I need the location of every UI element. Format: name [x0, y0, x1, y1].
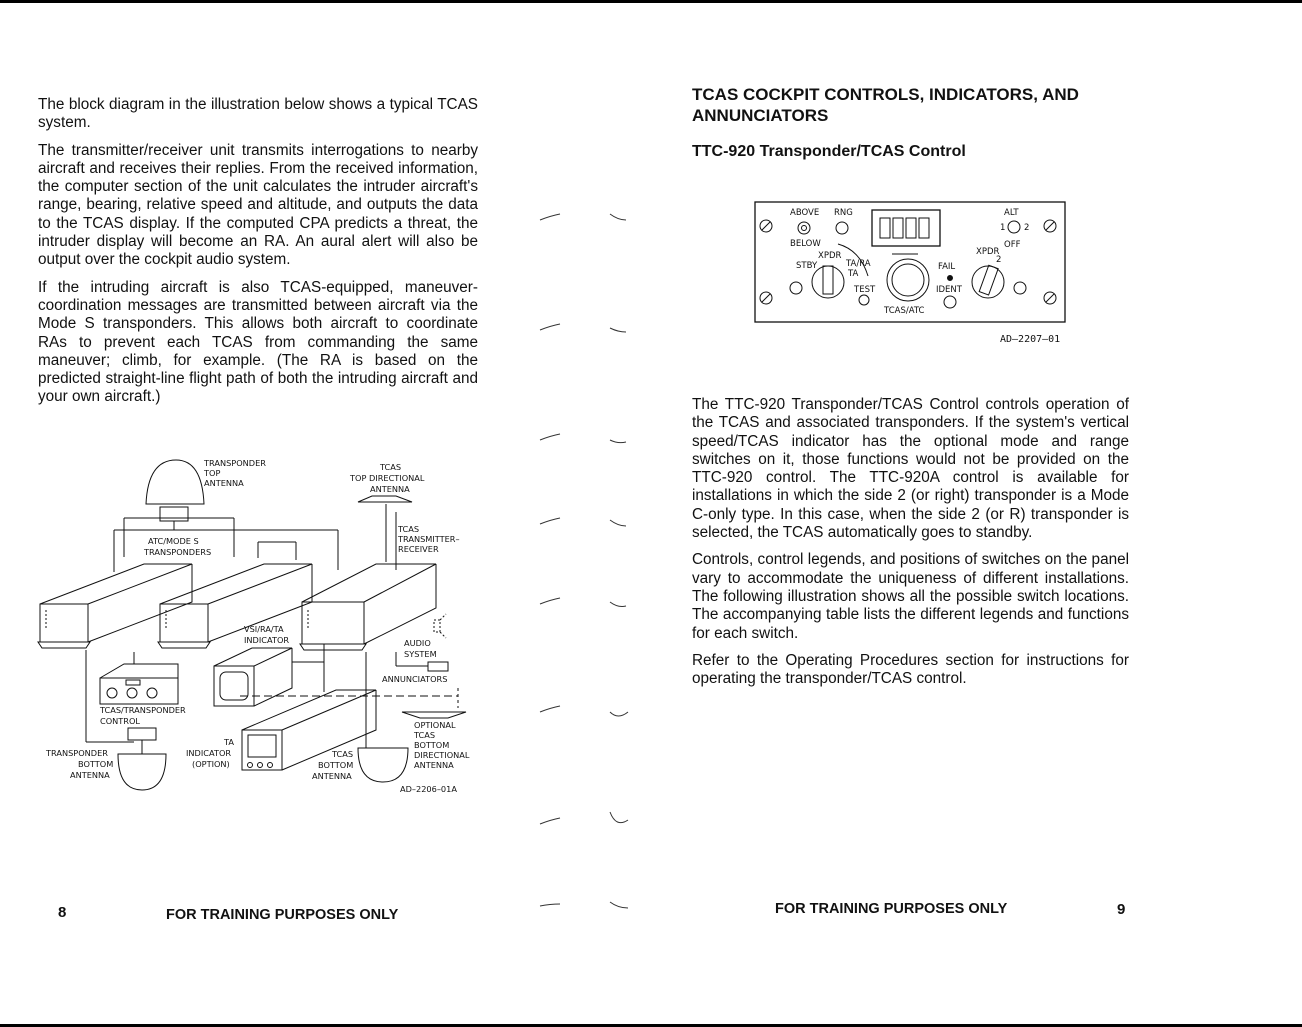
tcas-bottom-antenna-label: TCAS: [332, 749, 354, 759]
subsection-title: TTC-920 Transponder/TCAS Control: [692, 143, 966, 160]
left-footer: FOR TRAINING PURPOSES ONLY: [166, 907, 399, 923]
svg-text:2: 2: [996, 255, 1002, 265]
side-1-label: 1: [1000, 223, 1006, 233]
top-scan-border: [0, 0, 1302, 3]
mode-selector-knob[interactable]: [812, 266, 844, 298]
transponder-bottom-antenna-icon: [118, 754, 166, 790]
test-button[interactable]: [859, 295, 869, 305]
right-page-text: [692, 396, 1129, 697]
audio-system-label: AUDIO: [404, 638, 431, 648]
side-2-label: 2: [1024, 223, 1030, 233]
ident-button[interactable]: [944, 296, 956, 308]
rng-label: RNG: [834, 208, 853, 218]
svg-text:CONTROL: CONTROL: [100, 716, 140, 726]
svg-text:DIRECTIONAL: DIRECTIONAL: [414, 750, 470, 760]
diagram-figure-id: AD–2206–01A: [400, 784, 457, 794]
audio-speaker-icon: [434, 614, 446, 638]
svg-text:SYSTEM: SYSTEM: [404, 649, 437, 659]
tcas-top-directional-antenna-label: TCAS: [380, 462, 402, 472]
transponder-unit-1: [38, 564, 192, 648]
tcas-transponder-control-label: TCAS/TRANSPONDER: [100, 705, 186, 715]
svg-text:TRANSMITTER–: TRANSMITTER–: [398, 534, 460, 544]
svg-text:BOTTOM: BOTTOM: [318, 760, 354, 770]
stby-label: STBY: [796, 261, 818, 271]
off-label: OFF: [1004, 240, 1021, 250]
ta-label: TA: [848, 269, 859, 279]
above-label: ABOVE: [790, 208, 820, 218]
alt-label: ALT: [1004, 208, 1019, 218]
ta-indicator-label: TA: [224, 737, 234, 747]
svg-text:TCAS: TCAS: [414, 730, 436, 740]
left-paragraph-2: The transmitter/receiver unit transmits interrogations to nearby aircraft and receives their replies. From the received information, the computer section of the unit calculates the intruder aircraft's range, bearing, relative speed and altitude, and outputs the data to the TCAS display. If the computed CPA predicts a threat, the intruder display will become an RA. An aural alert will also be output over the cockpit audio system.: [38, 141, 478, 269]
tcas-block-diagram: [36, 452, 486, 807]
tcas-atc-label: TCAS/ATC: [884, 306, 925, 316]
fail-label: FAIL: [938, 262, 956, 272]
svg-text:BOTTOM: BOTTOM: [414, 740, 450, 750]
right-page-number: 9: [1117, 901, 1126, 918]
svg-text:INDICATOR: INDICATOR: [186, 748, 232, 758]
tcas-top-antenna-icon: [358, 496, 412, 502]
ta-ra-label: TA/RA: [846, 259, 871, 269]
right-paragraph-2: Controls, control legends, and positions of switches on the panel vary to accommodate the uniqueness of different installations. The following illustration shows all the possible switch locations. The accompanying table lists the different legends and functions for each switch.: [692, 551, 1129, 642]
optional-tcas-bottom-directional-antenna-label: OPTIONAL: [414, 720, 456, 730]
tcas-bottom-antenna-icon: [358, 748, 408, 782]
left-page-text: [38, 96, 478, 416]
transponder-top-antenna-label: TRANSPONDER: [204, 458, 266, 468]
control-figure-id: AD–2207–01: [1000, 334, 1061, 345]
xpdr-selector-knob[interactable]: [972, 266, 1004, 298]
below-label: BELOW: [790, 239, 821, 249]
vsi-ra-ta-indicator: [214, 648, 292, 706]
section-title: TCAS COCKPIT CONTROLS, INDICATORS, AND ANNUNCIATORS: [692, 85, 1079, 125]
test-label: TEST: [854, 285, 876, 295]
right-page-header: [692, 84, 1129, 162]
optional-bottom-directional-antenna-icon: [402, 712, 466, 718]
svg-text:TRANSPONDERS: TRANSPONDERS: [144, 547, 212, 557]
rng-button[interactable]: [836, 222, 848, 234]
annunciator-lamp: [428, 662, 448, 671]
svg-text:TOP: TOP: [204, 468, 221, 478]
right-adjust-knob[interactable]: [1014, 282, 1026, 294]
code-select-knob[interactable]: [887, 259, 929, 301]
transponder-side-toggle[interactable]: [1008, 221, 1020, 233]
fail-lamp: [948, 276, 953, 281]
left-adjust-knob[interactable]: [790, 282, 802, 294]
left-page-number: 8: [58, 904, 67, 921]
svg-text:ANTENNA: ANTENNA: [414, 760, 454, 770]
right-footer: FOR TRAINING PURPOSES ONLY: [775, 901, 1008, 917]
annunciators-label: ANNUNCIATORS: [382, 674, 448, 684]
above-below-toggle[interactable]: [798, 222, 810, 234]
left-paragraph-1: The block diagram in the illustration below shows a typical TCAS system.: [38, 96, 478, 132]
tcas-transponder-control-unit: [100, 664, 178, 704]
right-paragraph-1: The TTC-920 Transponder/TCAS Control controls operation of the TCAS and associated transponders. If the system's vertical speed/TCAS indicator has the optional mode and range switches on it, those functions would not be provided on the TTC-920 control. The TTC-920A control is available for installations in which the side 2 (or right) transponder is a Mode C-only type. In this case, when the side 2 (or R) transponder is selected, the TCAS automatically goes to standby.: [692, 396, 1129, 542]
xpdr-label: XPDR: [818, 251, 842, 261]
svg-text:INDICATOR: INDICATOR: [244, 635, 290, 645]
right-paragraph-3: Refer to the Operating Procedures section for instructions for operating the transponder/TCAS control.: [692, 651, 1129, 688]
ttc-920-control-illustration: [752, 200, 1072, 355]
svg-text:ANTENNA: ANTENNA: [70, 770, 110, 780]
tcas-transmitter-receiver-label: TCAS: [398, 524, 420, 534]
xpdr-right-label: XPDR: [976, 247, 1000, 257]
svg-text:ANTENNA: ANTENNA: [204, 478, 244, 488]
atc-mode-s-transponders-label: ATC/MODE S: [148, 536, 199, 546]
svg-text:(OPTION): (OPTION): [192, 759, 230, 769]
vsi-ra-ta-indicator-label: VSI/RA/TA: [244, 624, 284, 634]
svg-text:ANTENNA: ANTENNA: [312, 771, 352, 781]
transponder-top-antenna-icon: [146, 460, 204, 530]
svg-text:RECEIVER: RECEIVER: [398, 544, 439, 554]
svg-text:TOP DIRECTIONAL: TOP DIRECTIONAL: [350, 473, 425, 483]
transponder-bottom-antenna-label: TRANSPONDER: [46, 748, 108, 758]
left-paragraph-3: If the intruding aircraft is also TCAS-equipped, maneuver-coordination messages are transmitted between aircraft via the Mode S transponders. This allows both aircraft to coordinate RAs to prevent each TCAS from commanding the same maneuver; climb, for example. (The RA is based on the predicted straight-line flight path of both the intruding aircraft and your own aircraft.): [38, 278, 478, 406]
svg-text:ANTENNA: ANTENNA: [370, 484, 410, 494]
svg-text:BOTTOM: BOTTOM: [78, 759, 114, 769]
ident-label: IDENT: [936, 285, 962, 295]
